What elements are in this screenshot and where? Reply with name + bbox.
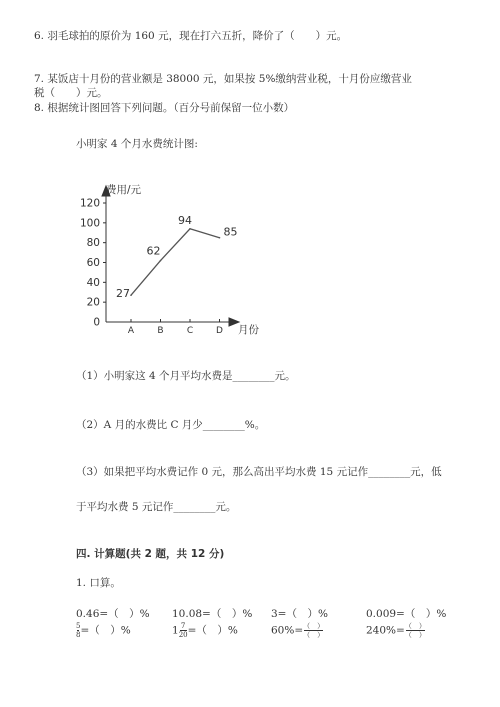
fraction: $\frac{( )}{( )}$ (404, 622, 426, 639)
mental-math-item: 0.009=（ ）% (366, 608, 447, 620)
series-line (131, 229, 220, 295)
data-point (189, 228, 191, 230)
mental-math-item: 0.46=（ ）% (76, 608, 150, 620)
data-label: 94 (178, 213, 192, 227)
y-tick-label: 20 (86, 296, 100, 309)
fraction: $\frac{( )}{( )}$ (303, 622, 325, 639)
subquestion-1: （1）小明家这 4 个月平均水费是________元。 (76, 370, 296, 382)
fraction: $\frac{5}{8}$ (76, 622, 81, 639)
data-point (160, 260, 162, 262)
data-label: 62 (146, 244, 161, 258)
mental-math-item: 10.08=（ ）% (172, 608, 253, 620)
data-label: 27 (116, 287, 130, 301)
x-tick-label: D (216, 326, 223, 336)
question-7-line-2: 税（ ）元。 (34, 87, 108, 99)
y-tick-label: 60 (86, 257, 100, 269)
data-label: 85 (223, 225, 238, 239)
section-4-title: 四. 计算题(共 2 题，共 12 分) (76, 548, 225, 560)
subquestion-3-line-2: 于平均水费 5 元记作________元。 (76, 501, 237, 513)
y-tick-label: 40 (86, 276, 100, 289)
mental-math-item: 3=（ ）% (271, 608, 328, 620)
mental-math-item: $\frac{5}{8}=$（ ）% (76, 622, 131, 639)
y-tick-label: 120 (79, 197, 100, 210)
y-tick-label: 100 (79, 217, 100, 230)
question-6: 6. 羽毛球拍的原价为 160 元，现在打六五折，降价了（ ）元。 (34, 30, 348, 42)
mental-math-item: $60\%=\frac{( )}{( )}$ (271, 622, 325, 639)
question-8: 8. 根据统计图回答下列问题。（百分号前保留一位小数） (34, 102, 295, 114)
x-tick-label: A (127, 326, 135, 336)
fraction: $\frac{7}{20}$ (178, 622, 188, 639)
section-4-question-1: 1. 口算。 (76, 577, 121, 589)
subquestion-2: （2）A 月的水费比 C 月少________%。 (76, 419, 266, 431)
x-tick-label: B (157, 326, 164, 336)
x-axis-label: 月份 (238, 324, 259, 336)
subquestion-3-line-1: （3）如果把平均水费记作 0 元，那么高出平均水费 15 元记作________元，低 (76, 466, 442, 478)
chart-caption: 小明家 4 个月水费统计图: (76, 138, 198, 150)
data-point (130, 294, 132, 296)
y-tick-label: 0 (93, 316, 100, 329)
question-7-line-1: 7. 某饭店十月份的营业额是 38000 元，如果按 5%缴纳营业税，十月份应缴营业 (34, 73, 412, 85)
y-tick-label: 80 (86, 237, 100, 250)
x-tick-label: C (186, 326, 194, 336)
mental-math-item: $1\frac{7}{20}=$（ ）% (172, 622, 238, 639)
y-axis-label: 费用/元 (106, 184, 142, 196)
mental-math-item: $240\%=\frac{( )}{( )}$ (366, 622, 426, 639)
data-point (219, 237, 221, 239)
